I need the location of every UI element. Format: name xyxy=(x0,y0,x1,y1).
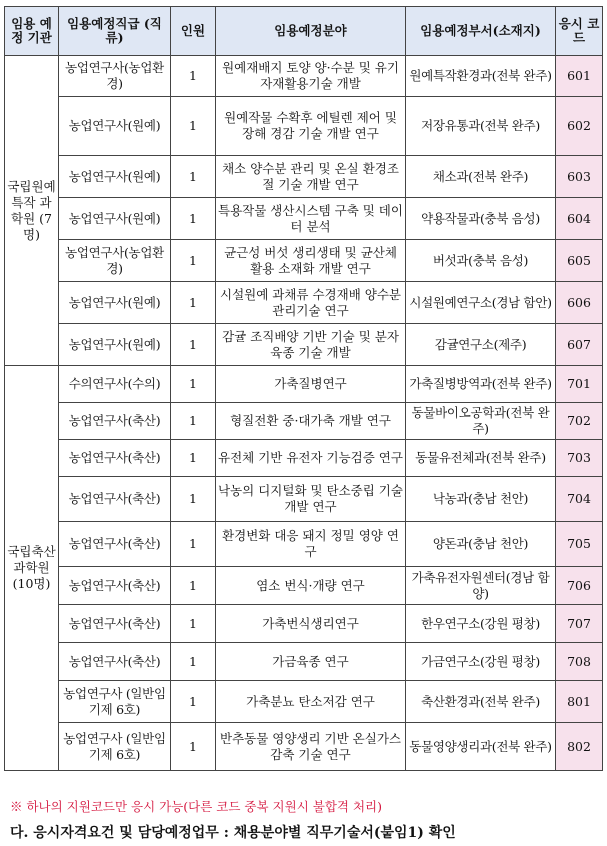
table-row xyxy=(5,440,603,477)
department-cell: 원예특작환경과(전북 완주) xyxy=(406,56,556,97)
department-cell: 한우연구소(강원 평창) xyxy=(406,605,556,643)
code-cell: 601 xyxy=(556,56,603,97)
count-cell: 1 xyxy=(171,440,216,477)
code-cell: 706 xyxy=(556,567,603,605)
table-row xyxy=(5,56,603,97)
field-cell: 형질전환 중·대가축 개발 연구 xyxy=(216,403,406,440)
notice-text: ※ 하나의 지원코드만 응시 가능(다른 코드 중복 지원시 불합격 처리) xyxy=(10,799,382,814)
position-cell: 농업연구사(축산) xyxy=(59,440,171,477)
department-cell: 시설원예연구소(경남 함안) xyxy=(406,282,556,324)
header-position: 임용예정직급 (직류) xyxy=(59,7,171,56)
field-cell: 채소 양수분 관리 및 온실 환경조절 기술 개발 연구 xyxy=(216,156,406,198)
header-count: 인원 xyxy=(171,7,216,56)
field-cell: 가축번식생리연구 xyxy=(216,605,406,643)
position-cell: 농업연구사(축산) xyxy=(59,605,171,643)
count-cell: 1 xyxy=(171,723,216,771)
code-cell: 704 xyxy=(556,477,603,522)
field-cell: 원예작물 수확후 에틸렌 제어 및 장해 경감 기술 개발 연구 xyxy=(216,97,406,156)
count-cell: 1 xyxy=(171,97,216,156)
header-row xyxy=(5,7,603,56)
code-cell: 802 xyxy=(556,723,603,771)
position-cell: 농업연구사 (일반임기제 6호) xyxy=(59,681,171,723)
count-cell: 1 xyxy=(171,403,216,440)
header-code: 응시 코드 xyxy=(556,7,603,56)
code-cell: 701 xyxy=(556,366,603,403)
table-row xyxy=(5,605,603,643)
field-cell: 환경변화 대응 돼지 정밀 영양 연구 xyxy=(216,522,406,567)
department-cell: 버섯과(충북 음성) xyxy=(406,240,556,282)
count-cell: 1 xyxy=(171,56,216,97)
count-cell: 1 xyxy=(171,681,216,723)
field-cell: 원예재배지 토양 양·수분 및 유기자재활용기술 개발 xyxy=(216,56,406,97)
department-cell: 가금연구소(강원 평창) xyxy=(406,643,556,681)
section-footer: 다. 응시자격요건 및 담당예정업무 : 채용분야별 직무기술서(붙임1) 확인 xyxy=(10,825,456,841)
field-cell: 시설원예 과채류 수경재배 양수분 관리기술 연구 xyxy=(216,282,406,324)
count-cell: 1 xyxy=(171,643,216,681)
table-row xyxy=(5,403,603,440)
count-cell: 1 xyxy=(171,282,216,324)
code-cell: 603 xyxy=(556,156,603,198)
code-cell: 705 xyxy=(556,522,603,567)
department-cell: 동물유전체과(전북 완주) xyxy=(406,440,556,477)
count-cell: 1 xyxy=(171,567,216,605)
table-row xyxy=(5,198,603,240)
recruitment-table xyxy=(4,6,603,771)
count-cell: 1 xyxy=(171,366,216,403)
table-row xyxy=(5,240,603,282)
position-cell: 농업연구사(원예) xyxy=(59,324,171,366)
field-cell: 감귤 조직배양 기반 기술 및 분자 육종 기술 개발 xyxy=(216,324,406,366)
field-cell: 유전체 기반 유전자 기능검증 연구 xyxy=(216,440,406,477)
department-cell: 저장유통과(전북 완주) xyxy=(406,97,556,156)
department-cell: 낙농과(충남 천안) xyxy=(406,477,556,522)
position-cell: 수의연구사(수의) xyxy=(59,366,171,403)
field-cell: 균근성 버섯 생리생태 및 균산체 활용 소재화 개발 연구 xyxy=(216,240,406,282)
department-cell: 양돈과(충남 천안) xyxy=(406,522,556,567)
field-cell: 가축질병연구 xyxy=(216,366,406,403)
table-row xyxy=(5,477,603,522)
position-cell: 농업연구사(축산) xyxy=(59,403,171,440)
department-cell: 동물영양생리과(전북 완주) xyxy=(406,723,556,771)
count-cell: 1 xyxy=(171,198,216,240)
code-cell: 703 xyxy=(556,440,603,477)
position-cell: 농업연구사(축산) xyxy=(59,522,171,567)
field-cell: 반추동물 영양생리 기반 온실가스 감축 기술 연구 xyxy=(216,723,406,771)
count-cell: 1 xyxy=(171,522,216,567)
position-cell: 농업연구사(농업환경) xyxy=(59,56,171,97)
position-cell: 농업연구사(축산) xyxy=(59,477,171,522)
table-row xyxy=(5,723,603,771)
table-row xyxy=(5,643,603,681)
count-cell: 1 xyxy=(171,240,216,282)
code-cell: 602 xyxy=(556,97,603,156)
agency-cell: 국립축산 과학원 (10명) xyxy=(5,366,59,771)
department-cell: 축산환경과(전북 완주) xyxy=(406,681,556,723)
header-field: 임용예정분야 xyxy=(216,7,406,56)
department-cell: 동물바이오공학과(전북 완주) xyxy=(406,403,556,440)
count-cell: 1 xyxy=(171,477,216,522)
header-agency: 임용 예정 기관 xyxy=(5,7,59,56)
header-department: 임용예정부서(소재지) xyxy=(406,7,556,56)
count-cell: 1 xyxy=(171,324,216,366)
count-cell: 1 xyxy=(171,156,216,198)
position-cell: 농업연구사(원예) xyxy=(59,282,171,324)
position-cell: 농업연구사 (일반임기제 6호) xyxy=(59,723,171,771)
count-cell: 1 xyxy=(171,605,216,643)
code-cell: 606 xyxy=(556,282,603,324)
department-cell: 채소과(전북 완주) xyxy=(406,156,556,198)
code-cell: 708 xyxy=(556,643,603,681)
code-cell: 707 xyxy=(556,605,603,643)
table-row xyxy=(5,324,603,366)
position-cell: 농업연구사(원예) xyxy=(59,156,171,198)
code-cell: 702 xyxy=(556,403,603,440)
department-cell: 가축질병방역과(전북 완주) xyxy=(406,366,556,403)
position-cell: 농업연구사(원예) xyxy=(59,198,171,240)
field-cell: 가금육종 연구 xyxy=(216,643,406,681)
table-row xyxy=(5,156,603,198)
table-row xyxy=(5,522,603,567)
field-cell: 염소 번식·개량 연구 xyxy=(216,567,406,605)
code-cell: 604 xyxy=(556,198,603,240)
code-cell: 605 xyxy=(556,240,603,282)
code-cell: 801 xyxy=(556,681,603,723)
department-cell: 약용작물과(충북 음성) xyxy=(406,198,556,240)
position-cell: 농업연구사(원예) xyxy=(59,97,171,156)
position-cell: 농업연구사(축산) xyxy=(59,567,171,605)
department-cell: 감귤연구소(제주) xyxy=(406,324,556,366)
field-cell: 가축분뇨 탄소저감 연구 xyxy=(216,681,406,723)
department-cell: 가축유전자원센터(경남 함양) xyxy=(406,567,556,605)
agency-cell: 국립원예 특작 과학원 (7명) xyxy=(5,56,59,366)
table-row xyxy=(5,97,603,156)
field-cell: 낙농의 디지털화 및 탄소중립 기술개발 연구 xyxy=(216,477,406,522)
table-row xyxy=(5,681,603,723)
code-cell: 607 xyxy=(556,324,603,366)
table-row xyxy=(5,282,603,324)
position-cell: 농업연구사(농업환경) xyxy=(59,240,171,282)
table-row xyxy=(5,366,603,403)
field-cell: 특용작물 생산시스템 구축 및 데이터 분석 xyxy=(216,198,406,240)
position-cell: 농업연구사(축산) xyxy=(59,643,171,681)
table-row xyxy=(5,567,603,605)
